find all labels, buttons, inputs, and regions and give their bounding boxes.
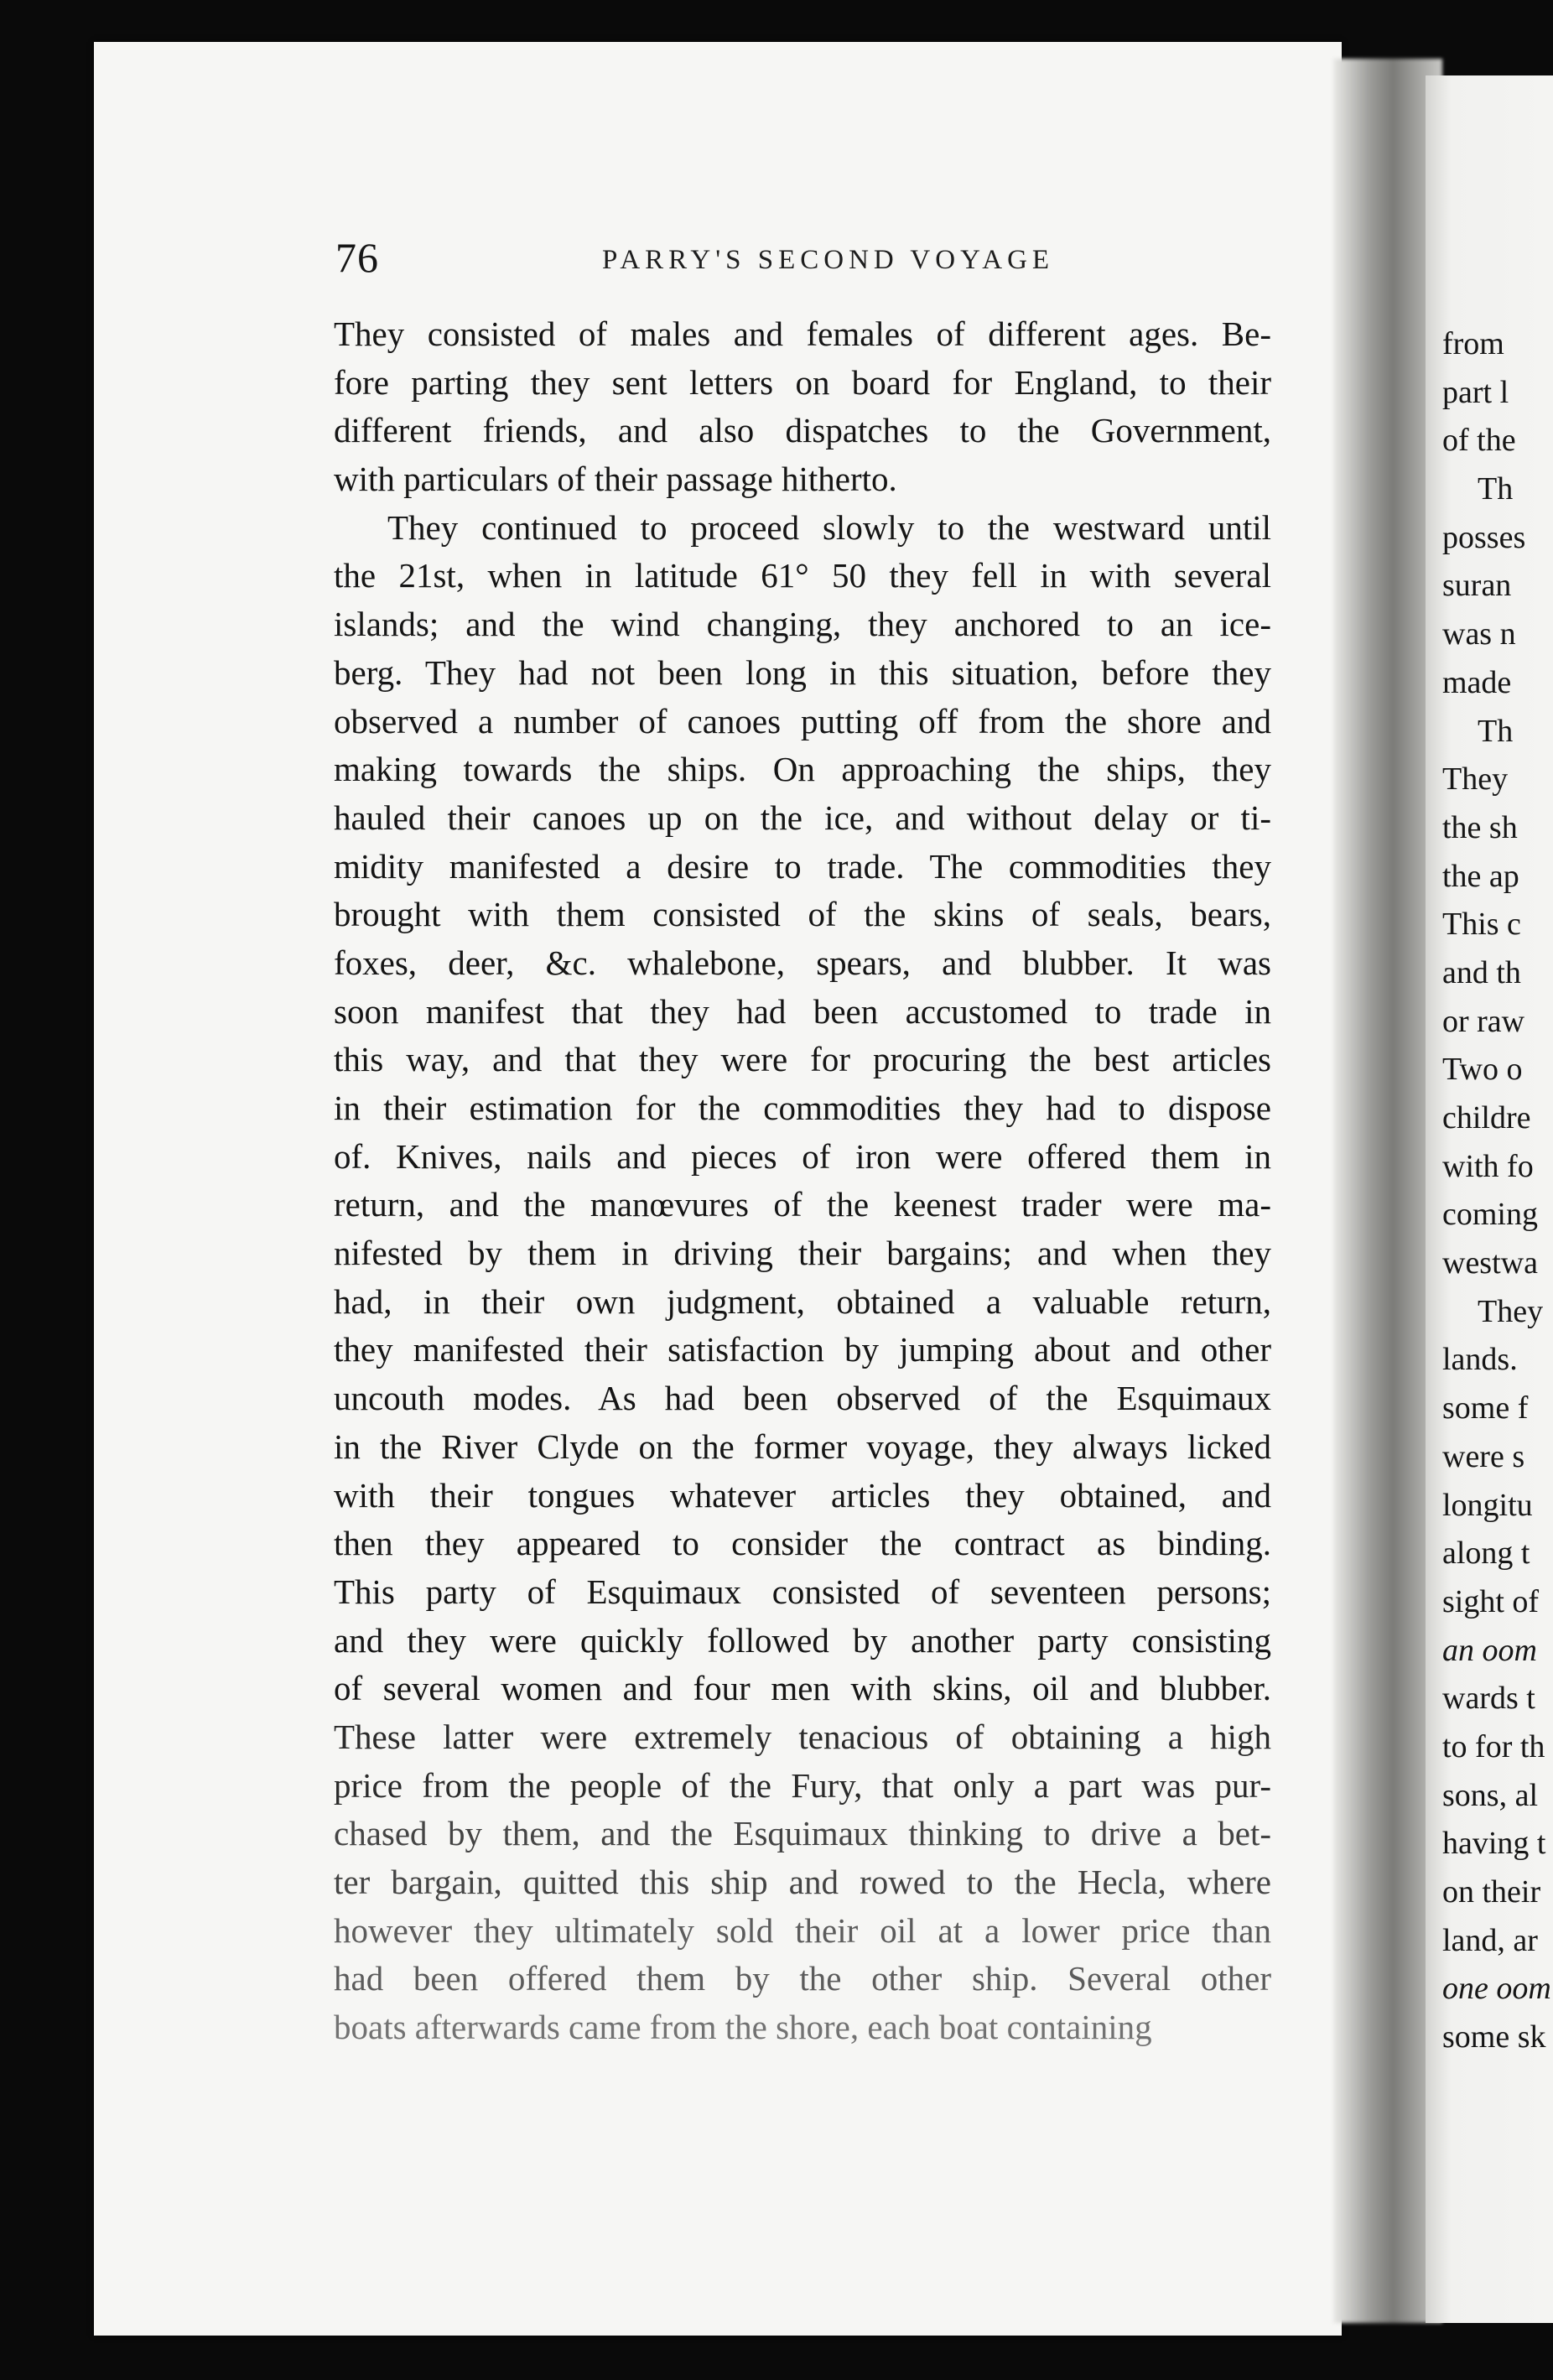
text-line: had, in their own judgment, obtained a valuable return,	[334, 1281, 1271, 1321]
facing-page-line-fragment: sons, al	[1442, 1777, 1538, 1813]
text-line: This party of Esquimaux consisted of seventeen persons;	[334, 1572, 1271, 1611]
facing-page-line-fragment: or raw	[1442, 1003, 1525, 1039]
text-line: in their estimation for the commodities they had to dispose	[334, 1089, 1271, 1127]
text-line: They continued to proceed slowly to the westward until	[387, 507, 1271, 547]
text-line: of several women and four men with skins, oil and blubber.	[334, 1669, 1271, 1708]
facing-page-line-fragment: Th	[1478, 713, 1514, 749]
facing-page-line-fragment: was n	[1442, 616, 1516, 652]
text-line: with their tongues whatever articles they obtained, and	[334, 1475, 1271, 1515]
facing-page-line-fragment: some f	[1442, 1390, 1529, 1426]
text-line: however they ultimately sold their oil at a lower price than	[334, 1910, 1271, 1950]
text-line: this way, and that they were for procuring the best articles	[334, 1040, 1271, 1079]
facing-page-line-fragment: of the	[1442, 423, 1516, 459]
text-line: islands; and the wind changing, they anchored to an ice-	[334, 605, 1271, 644]
text-line: soon manifest that they had been accustomed to trade in	[334, 991, 1271, 1031]
text-line: uncouth modes. As had been observed of the Esquimaux	[334, 1379, 1271, 1418]
text-line: These latter were extremely tenacious of obtaining a high	[334, 1717, 1271, 1756]
facing-page-line-fragment: suran	[1442, 568, 1512, 604]
text-line: then they appeared to consider the contract as binding.	[334, 1524, 1271, 1563]
page-number: 76	[335, 234, 379, 281]
facing-page-line-fragment: one oom	[1442, 1971, 1551, 2007]
facing-page-line-fragment: to for th	[1442, 1728, 1545, 1764]
facing-page-line-fragment: longitu	[1442, 1487, 1533, 1523]
facing-page-line-fragment: posses	[1442, 519, 1526, 555]
facing-page-line-fragment: the ap	[1442, 858, 1519, 894]
text-line: observed a number of canoes putting off from the shore and	[334, 701, 1271, 741]
facing-page-line-fragment: childre	[1442, 1100, 1531, 1135]
text-line: had been offered them by the other ship. Several other	[334, 1959, 1271, 1998]
text-line: nifested by them in driving their bargains; and when they	[334, 1234, 1271, 1273]
facing-page-line-fragment: sight of	[1442, 1583, 1540, 1619]
text-line: ter bargain, quitted this ship and rowed to the Hecla, where	[334, 1863, 1271, 1901]
facing-page-line-fragment: along t	[1442, 1536, 1530, 1572]
text-line: of. Knives, nails and pieces of iron were offered them in	[334, 1136, 1271, 1176]
facing-page-line-fragment: on their	[1442, 1874, 1541, 1910]
facing-page-text-fragments	[1442, 320, 1553, 2062]
text-line: foxes, deer, &c. whalebone, spears, and blubber. It was	[334, 943, 1271, 982]
facing-page-line-fragment: This c	[1442, 907, 1521, 943]
text-line: fore parting they sent letters on board for England, to their	[334, 362, 1271, 402]
text-line: they manifested their satisfaction by jumping about and other	[334, 1330, 1271, 1369]
facing-page-line-fragment: part l	[1442, 374, 1509, 410]
facing-page-line-fragment: the sh	[1442, 809, 1518, 845]
facing-page-line-fragment: lands.	[1442, 1342, 1518, 1378]
facing-page-line-fragment: made	[1442, 664, 1512, 700]
facing-page-line-fragment: an oom	[1442, 1632, 1537, 1668]
text-line: different friends, and also dispatches to the Government,	[334, 411, 1271, 450]
text-line: brought with them consisted of the skins of seals, bears,	[334, 895, 1271, 934]
facing-page-line-fragment: coming	[1442, 1197, 1538, 1233]
text-line: in the River Clyde on the former voyage, they always licked	[334, 1426, 1271, 1466]
facing-page-line-fragment: Th	[1478, 471, 1514, 507]
text-line: hauled their canoes up on the ice, and without delay or ti-	[334, 798, 1271, 837]
facing-page-line-fragment: Two o	[1442, 1052, 1523, 1088]
body-text	[334, 310, 1271, 2052]
text-line: berg. They had not been long in this situation, before they	[334, 652, 1271, 692]
facing-page-line-fragment: from	[1442, 326, 1504, 361]
text-line: midity manifested a desire to trade. The commodities they	[334, 846, 1271, 886]
facing-page-line-fragment: having t	[1442, 1826, 1546, 1862]
text-line: return, and the manœvures of the keenest trader were ma-	[334, 1185, 1271, 1224]
text-line: the 21st, when in latitude 61° 50 they fell in with several	[334, 556, 1271, 595]
facing-page-line-fragment: They	[1478, 1293, 1544, 1329]
text-line: boats afterwards came from the shore, each boat containing	[334, 2008, 1152, 2047]
facing-page-line-fragment: wards t	[1442, 1681, 1535, 1717]
facing-page-line-fragment: westwa	[1442, 1245, 1538, 1281]
text-line: with particulars of their passage hitherto.	[334, 460, 897, 499]
running-head: PARRY'S SECOND VOYAGE	[602, 245, 1055, 275]
text-line: They consisted of males and females of different ages. Be-	[334, 314, 1271, 353]
facing-page-line-fragment: and th	[1442, 954, 1521, 990]
text-line: and they were quickly followed by another party consisting	[334, 1620, 1271, 1660]
text-line: making towards the ships. On approaching the ships, they	[334, 750, 1271, 789]
facing-page-line-fragment: They	[1442, 761, 1509, 798]
facing-page-line-fragment: with fo	[1442, 1148, 1534, 1184]
facing-page-line-fragment: were s	[1442, 1438, 1525, 1474]
text-line: price from the people of the Fury, that only a part was pur-	[334, 1765, 1271, 1805]
facing-page-line-fragment: land, ar	[1442, 1922, 1538, 1958]
page-header	[335, 233, 1266, 283]
text-line: chased by them, and the Esquimaux thinking to drive a bet-	[334, 1814, 1271, 1853]
facing-page-line-fragment: some sk	[1442, 2019, 1546, 2055]
